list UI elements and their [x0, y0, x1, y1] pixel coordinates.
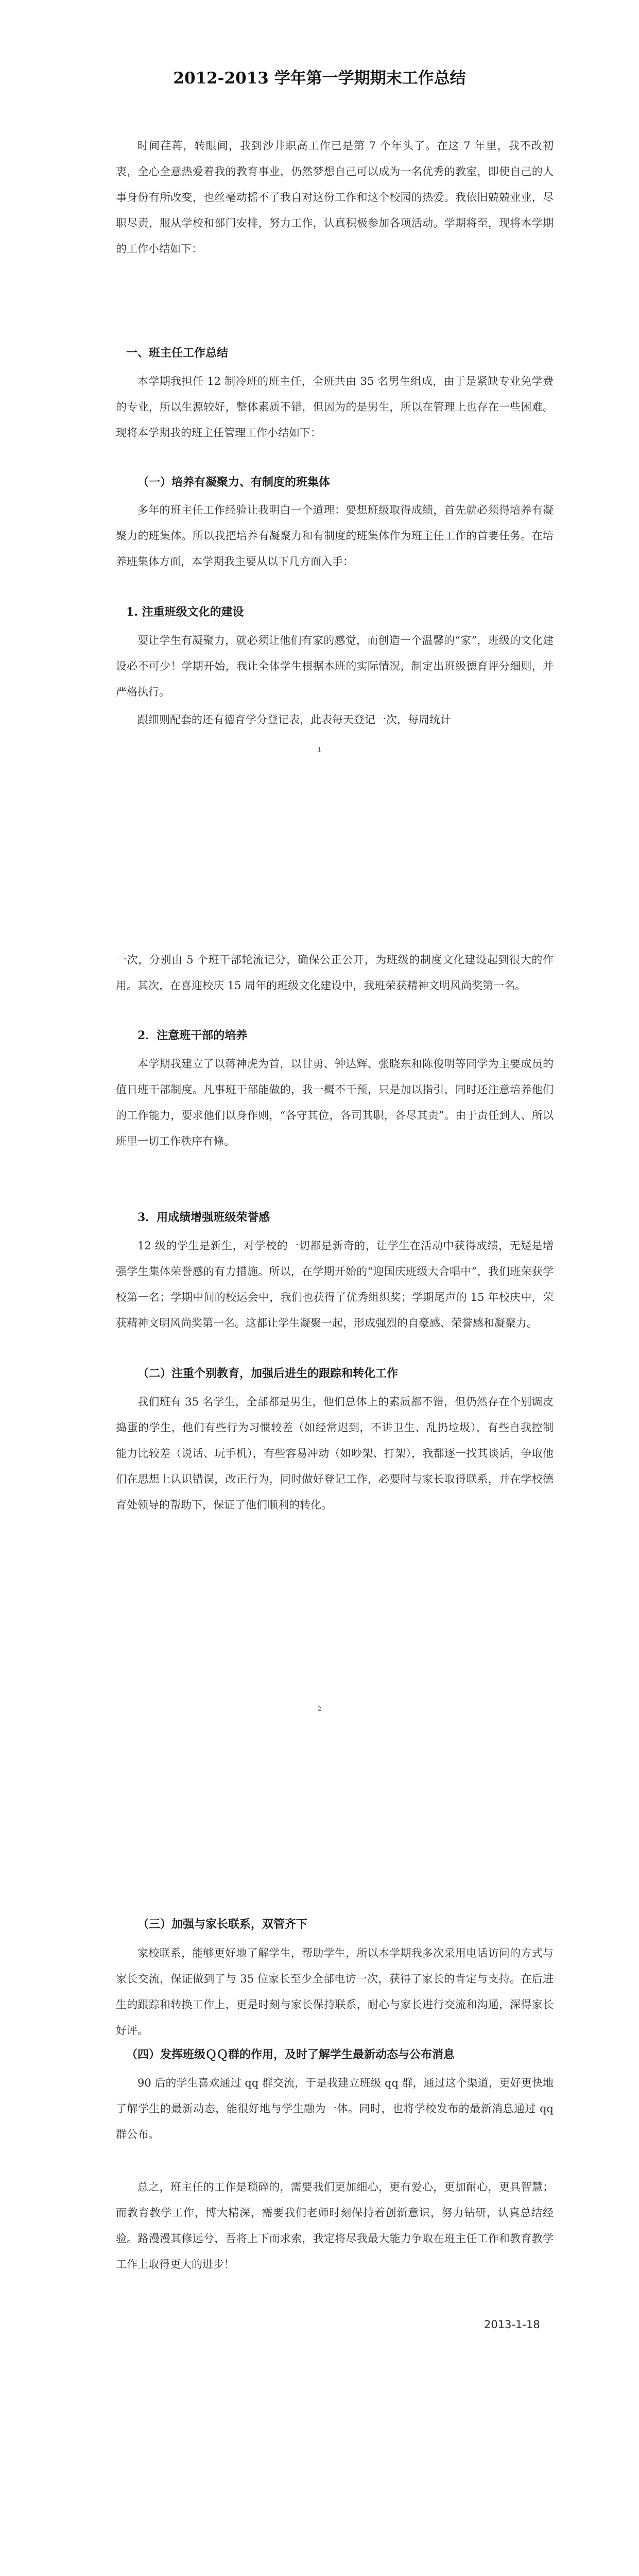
page-number-1: 1	[317, 746, 322, 753]
paragraph-class-overview: 本学期我担任 12 制冷班的班主任，全班共由 35 名男生组成，由于是紧缺专业免学费的专业，所以生源较好，整体素质不错，但因为的是男生，所以在管理上也存在一些困难。现将本学期我的班主任管理工作小结如下：	[116, 375, 554, 439]
paragraph-individual: 我们班有 35 名学生，全部都是男生，他们总体上的素质都不错，但仍然存在个别调皮捣蛋的学生，他们有些行为习惯较差（如经常迟到，不讲卫生、乱扔垃圾），有些自我控制能力比较差（说话、玩手机），有些容易冲动（如吵架、打架），我都逐一找其谈话，争取他们在思想上认识错误，改正行为，同时做好登记工作，必要时与家长取得联系，并在学校德育处领导的帮助下，保证了他们顺利的转化。	[116, 1396, 554, 1511]
paragraph-cadres: 本学期我建立了以蒋神虎为首，以甘勇、钟达辉、张晓东和陈俊明等同学为主要成员的值日班干部制度。凡事班干部能做的，我一概不干预，只是加以指引，同时还注意培养他们的工作能力，要求他们以身作则，“各守其位，各司其职，各尽其责”。由于责任到人、所以班里一切工作秩序有條。	[116, 1058, 554, 1147]
item-heading-1: 1. 注重班级文化的建设	[126, 605, 244, 619]
document-title: 2012-2013 学年第一学期期末工作总结	[173, 69, 466, 88]
paragraph-culture: 要让学生有凝聚力，就必须让他们有家的感觉，而创造一个温馨的“家”，班级的文化建设必不可少！学期开始，我让全体学生根据本班的实际情况，制定出班级德育评分细则，并严格执行。	[116, 634, 554, 698]
subsection-heading-4: （四）发挥班级ＱＱ群的作用，及时了解学生最新动态与公布消息	[126, 2048, 455, 2061]
paragraph-parents: 家校联系，能够更好地了解学生，帮助学生，所以本学期我多次采用电话访问的方式与家长交流，保证做到了与 35 位家长至少全部电访一次，获得了家长的肯定与支持。在后进生的跟踪和转换工作上，更是时刻与家长保持联系，耐心与家长进行交流和沟通，深得家长好评。	[116, 1947, 554, 2037]
paragraph-honor: 12 级的学生是新生，对学校的一切都是新奇的，让学生在活动中获得成绩，无疑是增强学生集体荣誉感的有力措施。所以，在学期开始的“迎国庆班级大合唱中”，我们班荣获学校第一名；学期中间的校运会中，我们也获得了优秀组织奖；学期尾声的 15 年校庆中，荣获精神文明风尚奖第一名。这都让学生凝聚一起，形成强烈的自豪感、荣誉感和凝聚力。	[116, 1240, 554, 1329]
item-heading-3: 3．用成绩增强班级荣誉感	[137, 1211, 270, 1224]
intro-paragraph: 时间荏苒，转眼间，我到沙井职高工作已是第 7 个年头了。在这 7 年里，我不改初衷，全心全意热爱着我的教育事业，仍然梦想自己可以成为一名优秀的教室，即使自己的人事身份有所改变，也丝毫动摇不了我自对这份工作和这个校园的热爱。我依旧兢兢业业，尽职尽责，服从学校和部门安排，努力工作，认真积极参加各项活动。学期将至，现将本学期的工作小结如下：	[116, 140, 554, 255]
page-number-2: 2	[317, 1705, 322, 1713]
paragraph-conclusion: 总之，班主任的工作是琐碎的，需要我们更加细心，更有爱心，更加耐心，更具智慧；而教育教学工作，博大精深，需要我们老师时刻保持着创新意识，努力钻研，认真总结经验。路漫漫其修远兮，吾将上下而求索，我定将尽我最大能力争取在班主任工作和教育教学工作上取得更大的进步！	[116, 2181, 554, 2270]
document-date: 2013-1-18	[484, 2318, 540, 2331]
paragraph-qq-group: 90 后的学生喜欢通过 qq 群交流，于是我建立班级 qq 群，通过这个渠道，更好更快地了解学生的最新动态，能很好地与学生融为一体。同时，也将学校发布的最新消息通过 qq 群公布。	[116, 2077, 554, 2141]
paragraph-record-part2: 一次，分别由 5 个班干部轮流记分，确保公正公开，为班级的制度文化建设起到很大的作用。其次，在喜迎校庆 15 周年的班级文化建设中，我班荣获精神文明风尚奖第一名。	[116, 954, 554, 992]
subsection-heading-2: （二）注重个别教育，加强后进生的跟踪和转化工作	[137, 1367, 399, 1380]
subsection-heading-1: （一）培养有凝聚力、有制度的班集体	[137, 476, 331, 489]
paragraph-record-part1: 跟细则配套的还有德育学分登记表，此表每天登记一次，每周统计	[137, 714, 451, 726]
subsection-heading-3: （三）加强与家长联系，双管齐下	[137, 1918, 308, 1931]
item-heading-2: 2．注意班干部的培养	[137, 1029, 248, 1042]
section-heading-1: 一、班主任工作总结	[126, 346, 229, 360]
paragraph-cohesion: 多年的班主任工作经验让我明白一个道理：要想班级取得成绩，首先就必须得培养有凝聚力的班集体。所以我把培养有凝聚力和有制度的班集体作为班主任工作的首要任务。在培养班集体方面，本学期我主要从以下几方面入手：	[116, 504, 554, 568]
